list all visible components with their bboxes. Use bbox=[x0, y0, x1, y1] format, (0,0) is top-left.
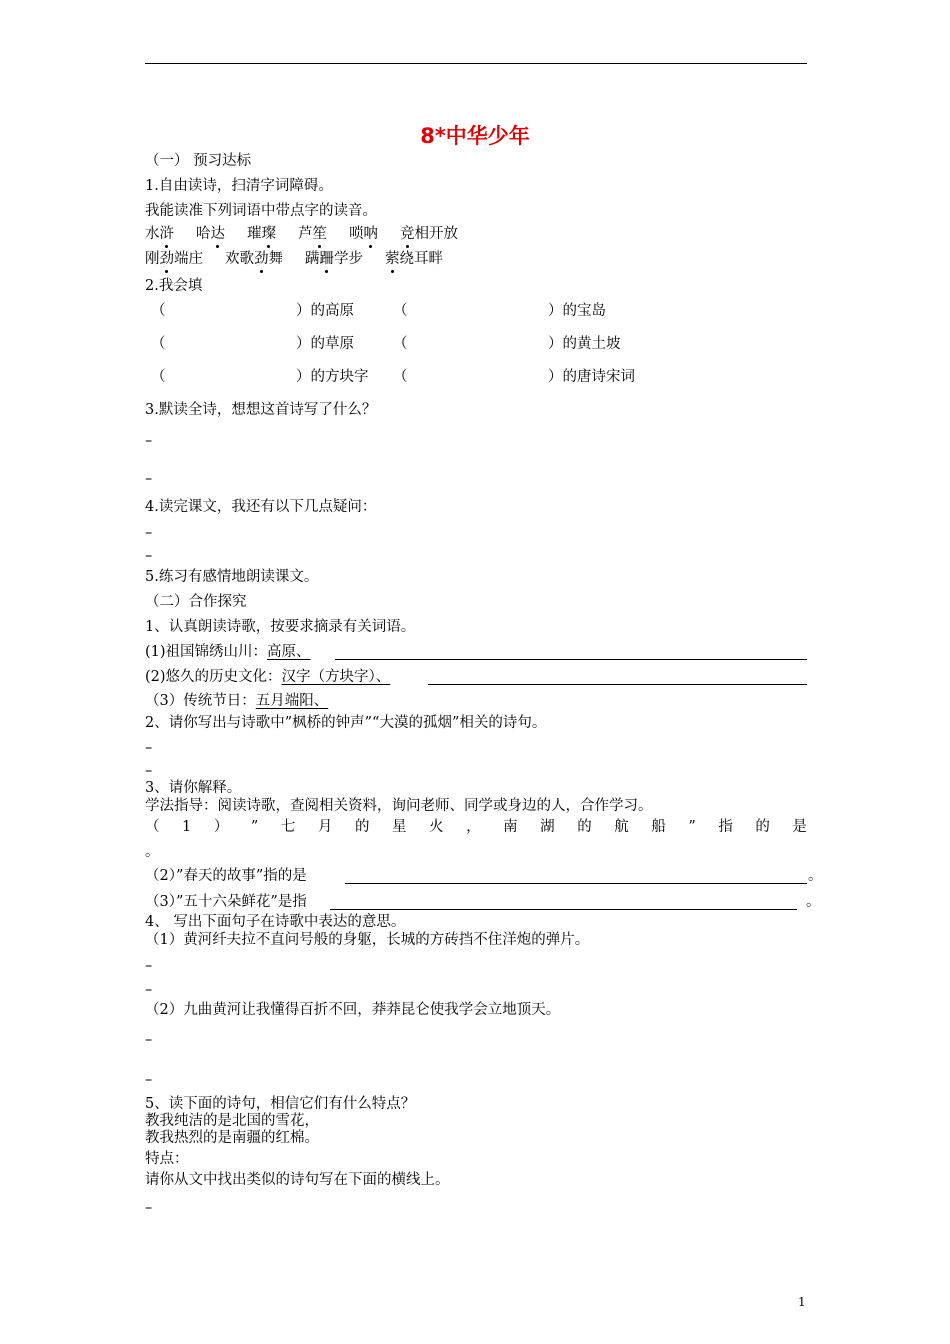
s2-q3a-row bbox=[145, 820, 807, 835]
spaced-char: 航 bbox=[614, 819, 629, 835]
answer-dash: – bbox=[145, 1200, 153, 1216]
word-row-2 bbox=[145, 252, 443, 267]
answer-dash: – bbox=[145, 1072, 153, 1088]
word-item: 唢呐 bbox=[349, 226, 378, 242]
q3-text: 3.默读全诗，想想这首诗写了什么？ bbox=[145, 402, 377, 418]
s2-q1b-label: (2)悠久的历史文化： bbox=[145, 669, 282, 685]
period: 。 bbox=[806, 894, 821, 910]
word-item: 芦笙 bbox=[298, 226, 327, 242]
s2-q1a-label: (1)祖国锦绣山川： bbox=[145, 644, 268, 660]
s2-q1b bbox=[145, 670, 390, 685]
spaced-char: 星 bbox=[391, 819, 407, 835]
s2-q1a-answer: 高原、 bbox=[267, 644, 311, 660]
spaced-char: （ bbox=[145, 819, 160, 835]
q2-text: 2.我会填 bbox=[145, 278, 203, 294]
word-item: 欢歌劲舞 bbox=[225, 251, 283, 267]
s2-q4a: （1）黄河纤夫拉不直问号般的身躯，长城的方砖挡不住洋炮的弹片。 bbox=[145, 932, 590, 948]
spaced-char: 船 bbox=[651, 819, 666, 835]
q1-subtext: 我能读准下列词语中带点字的读音。 bbox=[145, 203, 377, 219]
s2-q5-feature: 特点： bbox=[145, 1151, 189, 1167]
s2-q1-text: 1、认真朗读诗歌，按要求摘录有关词语。 bbox=[145, 619, 416, 635]
spaced-char: 的 bbox=[755, 819, 770, 835]
answer-dash: – bbox=[145, 1032, 153, 1048]
spaced-char: 是 bbox=[792, 819, 807, 835]
fill-item: ）的高原 bbox=[296, 303, 354, 319]
answer-dash: – bbox=[145, 433, 153, 449]
s2-q5-text: 5、读下面的诗句，相信它们有什么特点？ bbox=[145, 1096, 416, 1112]
fill-item: ）的方块字 bbox=[296, 369, 369, 385]
answer-dash: – bbox=[145, 740, 153, 756]
fill-item: ）的草原 bbox=[296, 336, 354, 352]
s2-q1c-label: （3）传统节日： bbox=[145, 693, 256, 709]
page-title: 8*中华少年 bbox=[420, 124, 530, 148]
s2-q4-text: 4、 写出下面句子在诗歌中表达的意思。 bbox=[145, 914, 406, 930]
fill-item: ）的唐诗宋词 bbox=[548, 369, 635, 385]
spaced-char: 火 bbox=[429, 819, 444, 835]
page-number: 1 bbox=[798, 1295, 806, 1309]
period: 。 bbox=[808, 868, 823, 884]
answer-dash: – bbox=[145, 982, 153, 998]
answer-dash: – bbox=[145, 525, 153, 541]
fill-open-paren: （ bbox=[393, 303, 408, 319]
fill-open-paren: （ bbox=[393, 369, 408, 385]
s2-q1a bbox=[145, 645, 311, 660]
word-item: 竞相开放 bbox=[400, 226, 458, 242]
section-1-heading: （一） 预习达标 bbox=[145, 153, 252, 169]
q1-text: 1.自由读诗，扫清字词障碍。 bbox=[145, 178, 333, 194]
s2-q3a-end: 。 bbox=[145, 844, 160, 860]
spaced-char: ， bbox=[466, 819, 481, 835]
spaced-char: ” bbox=[250, 819, 259, 835]
section-2-heading: （二）合作探究 bbox=[145, 594, 247, 610]
answer-line bbox=[330, 909, 797, 910]
spaced-char: 的 bbox=[577, 819, 592, 835]
answer-dash: – bbox=[145, 471, 153, 487]
answer-dash: – bbox=[145, 548, 153, 564]
q4-text: 4.读完课文，我还有以下几点疑问： bbox=[145, 499, 377, 515]
s2-q1c-answer: 五月端阳、 bbox=[255, 693, 329, 709]
s2-q3-guide: 学法指导：阅读诗歌，查阅相关资料，询问老师、同学或身边的人，合作学习。 bbox=[145, 798, 653, 814]
s2-q2-text: 2、请你写出与诗歌中”枫桥的钟声”“大漠的孤烟”相关的诗句。 bbox=[145, 715, 547, 731]
q5-text: 5.练习有感情地朗读课文。 bbox=[145, 569, 319, 585]
s2-q3c: （3）”五十六朵鲜花”是指 bbox=[145, 894, 307, 910]
spaced-char: ） bbox=[213, 819, 229, 835]
s2-q1b-answer: 汉字（方块字）、 bbox=[281, 669, 391, 685]
answer-line bbox=[428, 684, 807, 685]
answer-dash: – bbox=[145, 958, 153, 974]
spaced-char: 的 bbox=[354, 819, 370, 835]
word-item: 萦绕耳畔 bbox=[385, 251, 443, 267]
s2-q3-text: 3、请你解释。 bbox=[145, 780, 242, 796]
fill-item: ）的黄土坡 bbox=[548, 336, 621, 352]
word-item: 刚劲端庄 bbox=[145, 251, 203, 267]
s2-q5-line2: 教我热烈的是南疆的红棉。 bbox=[145, 1130, 319, 1146]
s2-q3b: （2）”春天的故事”指的是 bbox=[145, 868, 307, 884]
fill-open-paren: （ bbox=[393, 336, 408, 352]
word-item: 蹒跚学步 bbox=[305, 251, 363, 267]
answer-dash: – bbox=[145, 763, 153, 779]
spaced-char: ” bbox=[688, 819, 696, 835]
spaced-char: 七 bbox=[280, 819, 296, 835]
answer-line bbox=[335, 659, 807, 660]
word-row-1 bbox=[145, 227, 458, 242]
spaced-char: 指 bbox=[718, 819, 733, 835]
s2-q5-task: 请你从文中找出类似的诗句写在下面的横线上。 bbox=[145, 1172, 450, 1188]
spaced-char: 湖 bbox=[540, 819, 555, 835]
word-item: 哈达 bbox=[196, 226, 225, 242]
fill-open-paren: （ bbox=[151, 336, 166, 352]
spaced-char: 南 bbox=[503, 819, 518, 835]
s2-q1c bbox=[145, 694, 328, 709]
s2-q4b: （2）九曲黄河让我懂得百折不回，莽莽昆仑使我学会立地顶天。 bbox=[145, 1002, 561, 1018]
answer-line bbox=[345, 883, 807, 884]
word-item: 水浒 bbox=[145, 226, 174, 242]
fill-item: ）的宝岛 bbox=[548, 303, 606, 319]
spaced-char: 月 bbox=[317, 819, 333, 835]
fill-open-paren: （ bbox=[151, 303, 166, 319]
word-item: 璀璨 bbox=[247, 226, 276, 242]
header-rule bbox=[145, 63, 807, 64]
fill-open-paren: （ bbox=[151, 369, 166, 385]
spaced-char: 1 bbox=[182, 819, 192, 835]
s2-q5-line1: 教我纯洁的是北国的雪花， bbox=[145, 1113, 319, 1129]
